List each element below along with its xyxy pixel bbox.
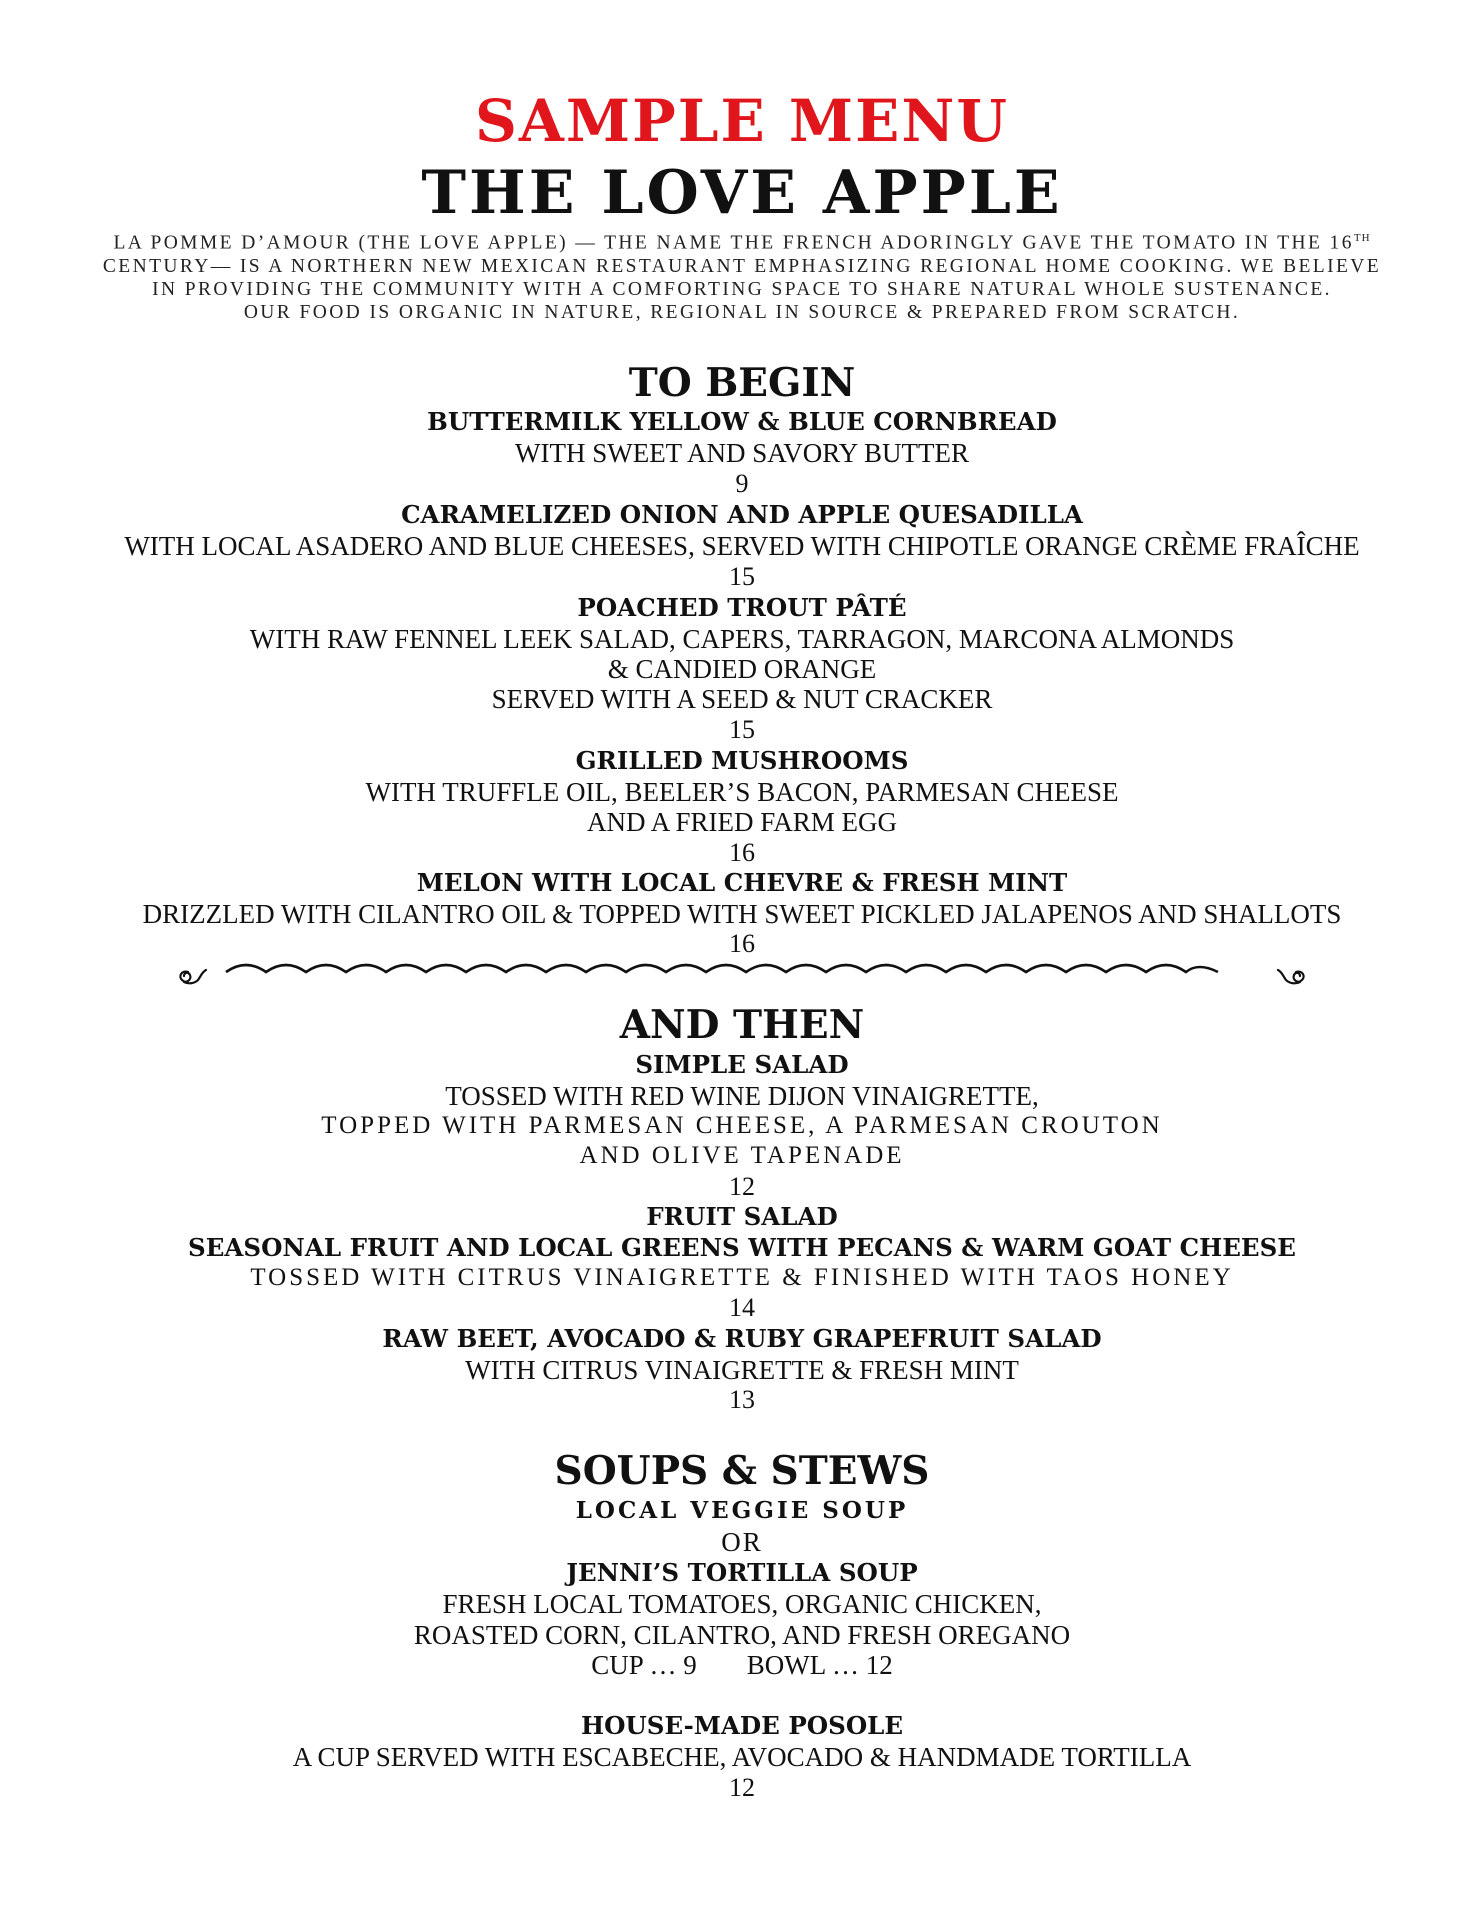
item-price: 9: [735, 469, 749, 498]
intro-paragraph: [80, 227, 1404, 324]
tortilla-soup-name: JENNI’S TORTILLA SOUP: [566, 1558, 918, 1587]
item-price: 12: [729, 1172, 755, 1201]
section-title-soups-stews: SOUPS & STEWS: [554, 1448, 930, 1494]
or-separator: OR: [721, 1527, 763, 1557]
cup-price: CUP … 9: [591, 1650, 697, 1680]
item-name: HOUSE-MADE POSOLE: [580, 1711, 904, 1740]
item-description: WITH CITRUS VINAIGRETTE & FRESH MINT: [465, 1355, 1019, 1385]
intro-superscript: TH: [1353, 232, 1371, 244]
item-price: 16: [729, 929, 755, 958]
intro-line-3: IN PROVIDING THE COMMUNITY WITH A COMFORTING SPACE TO SHARE NATURAL WHOLE SUSTENANCE.: [152, 278, 1332, 300]
item-description: SERVED WITH A SEED & NUT CRACKER: [491, 684, 993, 714]
item-price: 13: [729, 1385, 755, 1414]
item-name: RAW BEET, AVOCADO & RUBY GRAPEFRUIT SALAD: [382, 1324, 1102, 1353]
item-description: TOPPED WITH PARMESAN CHEESE, A PARMESAN CROUTON: [321, 1112, 1163, 1139]
item-name: FRUIT SALAD: [646, 1202, 838, 1231]
intro-line-2: CENTURY— IS A NORTHERN NEW MEXICAN RESTAURANT EMPHASIZING REGIONAL HOME COOKING. WE BELIEVE: [102, 255, 1382, 277]
item-name: BUTTERMILK YELLOW & BLUE CORNBREAD: [427, 407, 1057, 436]
item-name: POACHED TROUT PÂTÉ: [577, 593, 907, 622]
item-description: FRESH LOCAL TOMATOES, ORGANIC CHICKEN,: [442, 1589, 1042, 1619]
item-description: ROASTED CORN, CILANTRO, AND FRESH OREGANO: [413, 1620, 1071, 1650]
item-description: WITH RAW FENNEL LEEK SALAD, CAPERS, TARRAGON, MARCONA ALMONDS: [249, 624, 1235, 654]
item-description: WITH TRUFFLE OIL, BEELER’S BACON, PARMESAN CHEESE: [365, 777, 1119, 807]
item-subname: SEASONAL FRUIT AND LOCAL GREENS WITH PECANS & WARM GOAT CHEESE: [188, 1233, 1296, 1262]
scalloped-divider: [176, 952, 1308, 1002]
item-price: 12: [729, 1773, 755, 1802]
section-title-and-then: AND THEN: [619, 1002, 865, 1048]
item-name: SIMPLE SALAD: [635, 1050, 849, 1079]
item-description: AND OLIVE TAPENADE: [579, 1142, 905, 1169]
item-price: 14: [729, 1293, 755, 1322]
item-description: & CANDIED ORANGE: [607, 654, 877, 684]
item-description: TOSSED WITH CITRUS VINAIGRETTE & FINISHED WITH TAOS HONEY: [250, 1264, 1234, 1291]
item-name: CARAMELIZED ONION AND APPLE QUESADILLA: [401, 500, 1083, 529]
item-price: 15: [729, 715, 755, 744]
sample-menu-heading: SAMPLE MENU: [475, 87, 1009, 155]
item-description: TOSSED WITH RED WINE DIJON VINAIGRETTE,: [445, 1081, 1039, 1111]
restaurant-name: THE LOVE APPLE: [421, 158, 1063, 228]
item-description: DRIZZLED WITH CILANTRO OIL & TOPPED WITH SWEET PICKLED JALAPENOS AND SHALLOTS: [142, 899, 1342, 929]
item-name: MELON WITH LOCAL CHEVRE & FRESH MINT: [416, 868, 1068, 897]
item-price: 15: [729, 562, 755, 591]
item-description: A CUP SERVED WITH ESCABECHE, AVOCADO & HANDMADE TORTILLA: [292, 1742, 1192, 1772]
cup-bowl-prices: [0, 1650, 1484, 1680]
item-name: GRILLED MUSHROOMS: [575, 746, 909, 775]
divider-scallops: [226, 965, 1218, 972]
item-description: WITH LOCAL ASADERO AND BLUE CHEESES, SERVED WITH CHIPOTLE ORANGE CRÈME FRAÎCHE: [124, 531, 1360, 561]
item-description: WITH SWEET AND SAVORY BUTTER: [514, 438, 969, 468]
section-title-to-begin: TO BEGIN: [628, 360, 856, 406]
item-price: 16: [729, 838, 755, 867]
divider-swirl-icon: [180, 970, 1303, 983]
intro-line-1: LA POMME D’AMOUR (THE LOVE APPLE) — THE NAME THE FRENCH ADORINGLY GAVE THE TOMATO IN THE 16TH: [113, 232, 1371, 254]
veggie-soup-name: LOCAL VEGGIE SOUP: [575, 1497, 909, 1524]
bowl-price: BOWL … 12: [746, 1650, 893, 1680]
intro-line-4: OUR FOOD IS ORGANIC IN NATURE, REGIONAL IN SOURCE & PREPARED FROM SCRATCH.: [243, 301, 1241, 323]
item-description: AND A FRIED FARM EGG: [586, 807, 898, 837]
